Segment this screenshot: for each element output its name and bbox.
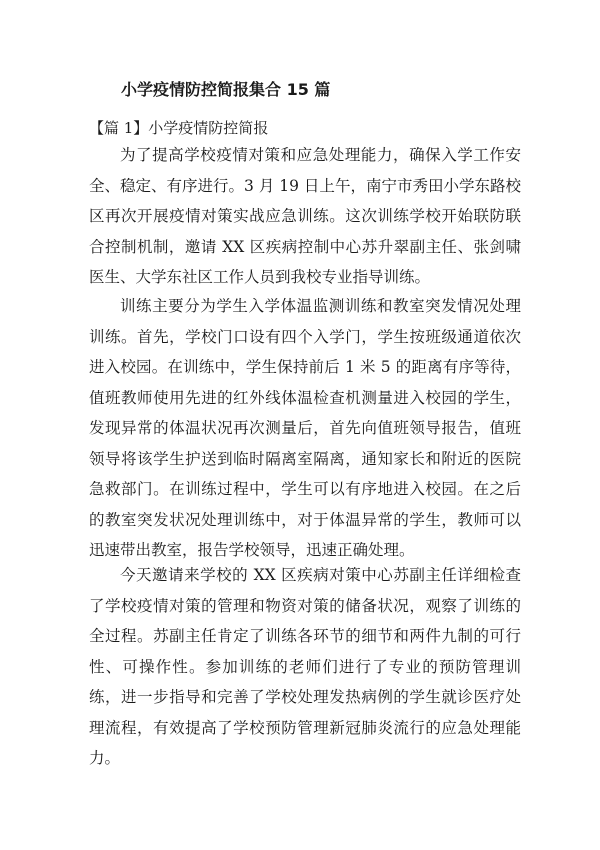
body-paragraph-2: 训练主要分为学生入学体温监测训练和教室突发情况处理训练。首先，学校门口设有四个入学门，学生按班级通道依次进入校园。在训练中，学生保持前后 1 米 5 的距离有序等待，值班教师使用先进的红外线体温检查机测量进入校园的学生，发现异常的体温状况再次测量后，首先向值班领导报告，值班领导将该学生护送到临时隔离室隔离，通知家长和附近的医院急救部门。在训练过程中，学生可以有序地进入校园。在之后的教室突发状况处理训练中，对于体温异常的学生，教师可以迅速带出教室，报告学校领导，迅速正确处理。 [89,297,521,559]
section-heading: 【篇 1】小学疫情防控简报 [89,119,269,137]
body-paragraph-3: 今天邀请来学校的 XX 区疾病对策中心苏副主任详细检查了学校疫情对策的管理和物资对策的储备状况，观察了训练的全过程。苏副主任肯定了训练各环节的细节和两件九制的可行性、可操作性。参加训练的老师们进行了专业的预防管理训练，进一步指导和完善了学校处理发热病例的学生就诊医疗处理流程，有效提高了学校预防管理新冠肺炎流行的应急处理能力。 [89,566,521,767]
body-paragraph-1: 为了提高学校疫情对策和应急处理能力，确保入学工作安全、稳定、有序进行。3 月 19 日上午，南宁市秀田小学东路校区再次开展疫情对策实战应急训练。这次训练学校开始联防联合控制机制，邀请 XX 区疾病控制中心苏升翠副主任、张剑啸医生、大学东社区工作人员到我校专业指导训练。 [89,146,521,286]
document-title: 小学疫情防控简报集合 15 篇 [121,80,331,99]
